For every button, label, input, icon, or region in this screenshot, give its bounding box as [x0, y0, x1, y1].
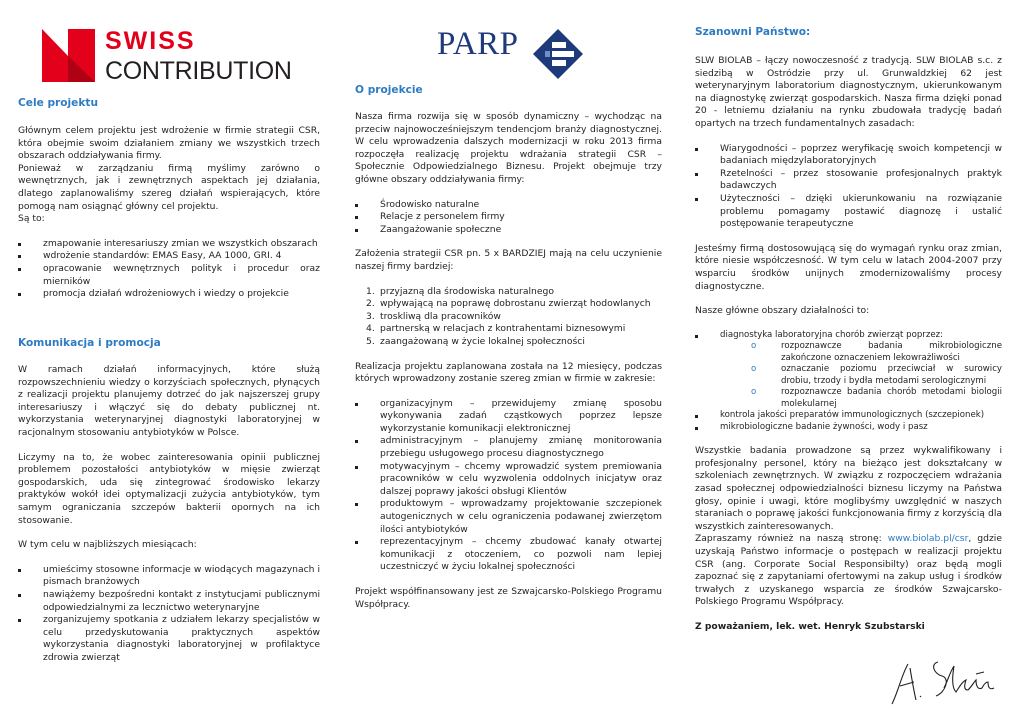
list-item: reprezentacyjnym – chcemy zbudować kanały otwartej komunikacji z otoczeniem, co pozwoli nam lepiej uczestniczyć w życiu lokalnej społeczności	[355, 536, 662, 574]
list-text: rozpoznawcze badania mikrobiologiczne zakończone oznaczeniem lekowrażliwości	[781, 341, 1002, 363]
list-item: produktowym – wprowadzamy projektowanie szczepionek autogenicznych w celu ograniczenia podawanej zwierzętom ilości antybiotyków	[355, 498, 662, 536]
list-item: motywacyjnym – chcemy wprowadzić system premiowania pracowników w celu wyzwolenia oddolnych inicjatyw oraz dalszej poprawy jakości obsługi Klientów	[355, 461, 662, 499]
circle-bullet-icon: o	[751, 364, 757, 375]
goals-paragraph-2: Ponieważ w zarządzaniu firmą myślimy zarówno o wewnętrznych, jak i zewnętrznych aspektach jej działania, dlatego zaplanowaliśmy szereg działań wspierających, które pomogą nam osiągnąć główny cel projektu.	[18, 162, 320, 212]
communication-heading: Komunikacja i promocja	[18, 337, 161, 349]
list-item: opracowanie wewnętrznych polityk i procedur oraz mierników	[18, 263, 320, 288]
about-heading: O projekcie	[355, 84, 423, 96]
handwritten-signature	[880, 652, 1010, 710]
list-item	[751, 387, 1002, 410]
column-middle	[355, 0, 662, 725]
communication-paragraph-1: W ramach działań informacyjnych, które służą rozpowszechnieniu wiedzy o korzyściach społecznych, płynących z realizacji projektu planujemy dotrzeć do jak najszerszej grupy interesariuszy i włączyć się do debaty publicznej nt. wykorzystania weterynaryjnej diagnostyki laboratoryjnej w racjonalnym stosowaniu antybiotyków w Polsce.	[18, 364, 320, 438]
communication-paragraph-2: Liczymy na to, że wobec zainteresowania opinii publicznej problemem pozostałości antybiotyków w mięsie zwierząt gospodarskich, uda się zintegrować środowisko lekarzy praktyków wokół idei optymalizacji zużycia antybiotyków, tym samym ograniczania szczepów bakterii opornych na ich stosowanie.	[18, 451, 320, 526]
swiss-logo-word-swiss: SWISS	[105, 27, 196, 55]
list-item	[355, 311, 662, 324]
about-paragraph-3: Realizacja projektu zaplanowana została na 12 miesięcy, podczas których wprowadzony zostanie szereg zmian w firmie w zakresie:	[355, 360, 662, 385]
greeting-heading: Szanowni Państwo:	[695, 26, 811, 38]
goals-paragraph-1: Głównym celem projektu jest wdrożenie w firmie strategii CSR, która obejmie swoim działaniem zmiany we wszystkich trzech obszarach oddziaływania firmy.	[18, 125, 320, 162]
list-text: partnerską w relacjach z kontrahentami biznesowymi	[380, 323, 626, 335]
list-number: 1.	[366, 285, 375, 297]
list-text: zaangażowaną w życie lokalnej społeczności	[380, 335, 585, 347]
goals-paragraph-3: Są to:	[18, 213, 45, 225]
invite-text-rest: , gdzie uzyskają Państwo informacje o postępach w realizacji projektu CSR (ang. Corporate Social Responsibilty) oraz będą mogli zapoznać się z zapytaniami ofertowymi na zakup usług i środków trwałych z uzyskanego wsparcia ze środków Szwajcarsko-Polskiego Programu Współpracy.	[695, 533, 1002, 608]
list-number: 5.	[366, 335, 375, 347]
areas-list	[355, 199, 662, 237]
list-item: diagnostyka laboratoryjna chorób zwierząt poprzez:	[695, 330, 1002, 342]
list-item	[751, 364, 1002, 387]
list-item: administracyjnym – planujemy zmianę monitorowania przebiegu usługowego procesu diagnostycznego	[355, 435, 662, 460]
about-section	[355, 111, 662, 611]
list-text: troskliwą dla pracowników	[380, 310, 501, 322]
list-item	[751, 341, 1002, 364]
column-right	[695, 0, 1002, 725]
list-item: umieścimy stosowne informacje w wiodących magazynach i pismach branżowych	[18, 564, 320, 589]
greeting-paragraph-1: SLW BIOLAB – łączy nowoczesność z tradycją. SLW BIOLAB s.c. z siedzibą w Ostródzie przy ul. Grunwaldzkiej 62 jest weterynaryjnym laboratorium diagnostycznym, ukierunkowanym na diagnostykę zwierząt gospodarskich. Nasza firma dzięki ponad 20 - letniemu działaniu na rynku zbudowała tradycję badań opartych na trzech fundamentalnych zasadach:	[695, 55, 1002, 129]
list-item: nawiążemy bezpośredni kontakt z instytucjami publicznymi odpowiedzialnymi za lecznictwo weterynaryjne	[18, 589, 320, 614]
goals-heading: Cele projektu	[18, 97, 99, 109]
list-text: wpływającą na poprawę dobrostanu zwierząt hodowlanych	[380, 298, 651, 310]
principles-list	[695, 143, 1002, 231]
list-item: organizacyjnym – przewidujemy zmianę sposobu wykonywania zadań cząstkowych poprzez lepsze wykorzystanie komunikacji elektronicznej	[355, 398, 662, 436]
greeting-paragraph-5	[695, 533, 1002, 609]
about-paragraph-4: Projekt współfinansowany jest ze Szwajcarsko-Polskiego Programu Współpracy.	[355, 586, 662, 610]
list-text: oznaczanie poziomu przeciwciał w surowicy drobiu, trzody i bydła metodami serologicznymi	[781, 364, 1002, 386]
activities-list-more	[695, 410, 1002, 433]
goals-section	[18, 125, 320, 301]
swiss-logo-word-contribution: CONTRIBUTION	[105, 57, 292, 85]
activities-list	[695, 330, 1002, 342]
closing-line: Z poważaniem, lek. wet. Henryk Szubstarski	[695, 620, 925, 632]
list-item: wdrożenie standardów: EMAS Easy, AA 1000, GRI. 4	[18, 250, 320, 263]
list-number: 3.	[366, 310, 375, 322]
about-paragraph-1: Nasza firma rozwija się w sposób dynamiczny – wychodząc na przeciw najnowocześniejszym tendencjom branży diagnostycznej. W celu wprowadzenia dalszych modernizacji w roku 2013 firma rozpoczęła realizację projektu wdrażania strategii CSR – Społecznie Odpowiedzialnego Biznesu. Projekt obejmuje trzy główne obszary oddziaływania firmy:	[355, 111, 662, 185]
greeting-paragraph-2: Jesteśmy firmą dostosowującą się do wymagań rynku oraz zmian, które niesie współczesność. W tym celu w latach 2004-2007 przy wsparciu środków unijnych zmodernizowaliśmy procesy diagnostyczne.	[695, 242, 1002, 292]
list-item: Relacje z personelem firmy	[355, 211, 662, 224]
changes-list	[355, 398, 662, 574]
about-paragraph-2: Założenia strategii CSR pn. 5 x BARDZIEJ mają na celu uczynienie naszej firmy bardziej:	[355, 248, 662, 272]
list-text: rozpoznawcze badania chorób metodami biologii molekularnej	[781, 387, 1002, 409]
list-item: zmapowanie interesariuszy zmian we wszystkich obszarach	[18, 238, 320, 251]
list-item	[355, 336, 662, 349]
more-list	[355, 286, 662, 349]
list-item: Środowisko naturalne	[355, 199, 662, 212]
circle-bullet-icon: o	[751, 387, 757, 398]
list-text: przyjazną dla środowiska naturalnego	[380, 285, 554, 297]
website-link[interactable]: www.biolab.pl/csr	[887, 533, 969, 545]
parp-logo-word: PARP	[437, 26, 519, 62]
list-number: 2.	[366, 298, 375, 310]
list-item: Wiarygodności – poprzez weryfikację swoich kompetencji w badaniach międzylaboratoryjnych	[695, 143, 1002, 168]
list-item	[355, 323, 662, 336]
communication-section	[18, 364, 320, 664]
list-item	[355, 286, 662, 299]
list-item: mikrobiologiczne badanie żywności, wody i pasz	[695, 422, 1002, 434]
circle-bullet-icon: o	[751, 341, 757, 352]
greeting-paragraph-4: Wszystkie badania prowadzone są przez wykwalifikowany i profesjonalny personel, który na bieżąco jest dokształcany w szkoleniach zewnętrznych. W związku z rozpoczęciem wdrażania zasad społecznej odpowiedzialności biznesu liczymy na Państwa głosy, opinie i uwagi, które moglibyśmy uwzględnić w naszych staraniach o poprawę jakości funkcjonowania firmy z korzyścią dla wszystkich zainteresowanych.	[695, 445, 1002, 532]
list-item: Użyteczności – dzięki ukierunkowaniu na rozwiązanie problemu pomagamy postawić diagnozę i ustalić postępowanie terapeutyczne	[695, 193, 1002, 231]
list-item: Rzetelności – przez stosowanie profesjonalnych praktyk badawczych	[695, 168, 1002, 193]
list-item: kontrola jakości preparatów immunologicznych (szczepionek)	[695, 410, 1002, 422]
invite-text: Zapraszamy również na naszą stronę:	[695, 533, 888, 545]
greeting-paragraph-3: Nasze główne obszary działalności to:	[695, 305, 870, 317]
list-item: zorganizujemy spotkania z udziałem lekarzy specjalistów w celu przedyskutowania praktycznych aspektów wykorzystania diagnostyki laboratoryjnej w profilaktyce zdrowia zwierząt	[18, 614, 320, 664]
list-number: 4.	[366, 323, 375, 335]
communication-list	[18, 564, 320, 665]
list-item	[355, 298, 662, 311]
communication-paragraph-3: W tym celu w najbliższych miesiącach:	[18, 539, 197, 551]
column-left	[18, 0, 320, 725]
list-item: promocja działań wdrożeniowych i wiedzy o projekcie	[18, 288, 320, 301]
greeting-section	[695, 55, 1002, 634]
activities-sublist	[695, 341, 1002, 410]
goals-list	[18, 238, 320, 301]
list-item: Zaangażowanie społeczne	[355, 224, 662, 237]
